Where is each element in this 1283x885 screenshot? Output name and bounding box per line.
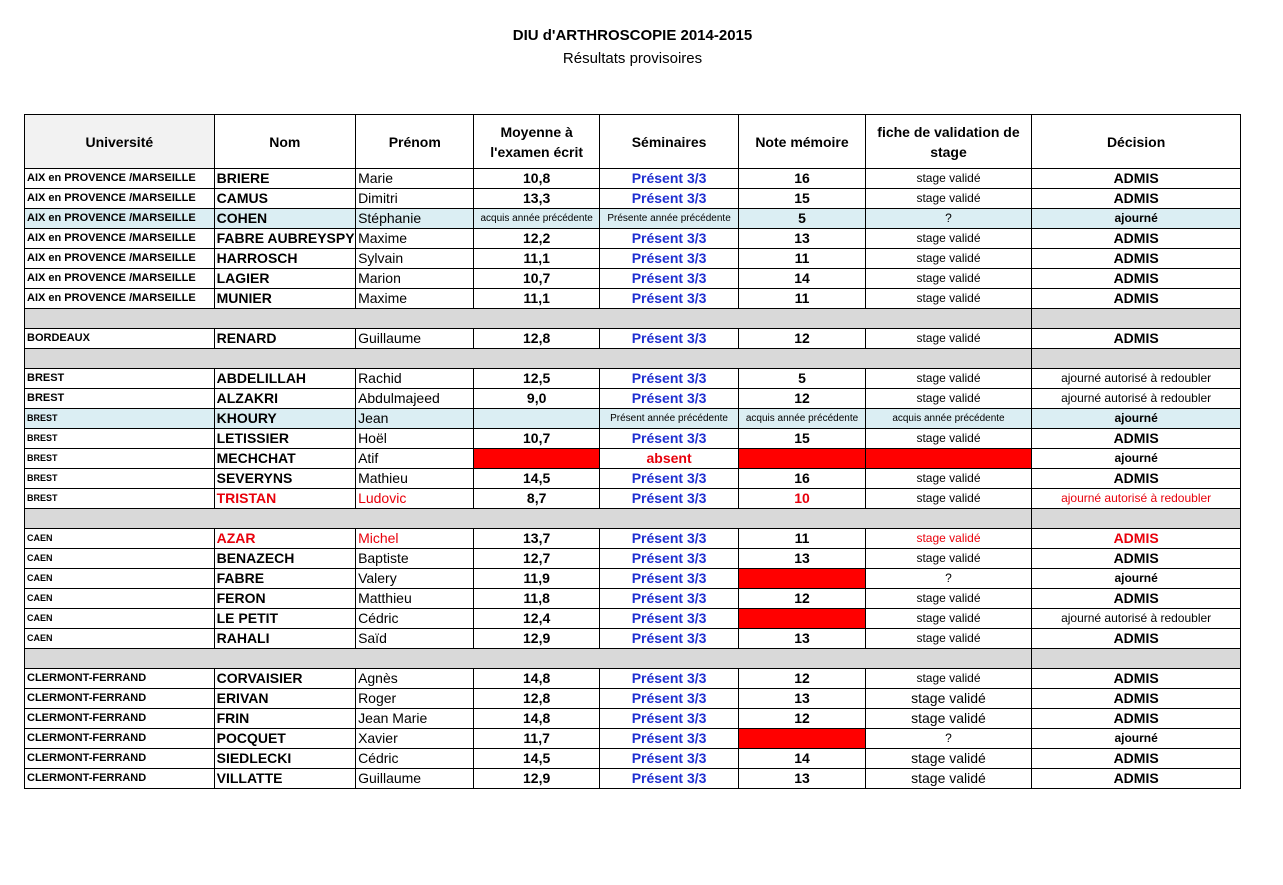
cell-note-memoire: 15: [739, 429, 865, 449]
table-row: [25, 769, 1241, 789]
cell-nom: BRIERE: [214, 169, 355, 189]
cell-universite: CAEN: [25, 569, 215, 589]
cell-prenom: Agnès: [356, 669, 474, 689]
cell-prenom: Roger: [356, 689, 474, 709]
cell-fiche-validation: stage validé: [865, 289, 1032, 309]
cell-decision: ADMIS: [1032, 229, 1241, 249]
table-row: [25, 169, 1241, 189]
cell-note-memoire: [739, 729, 865, 749]
table-row: [25, 429, 1241, 449]
table-row: [25, 609, 1241, 629]
separator-cell: [1032, 349, 1241, 369]
cell-nom: FABRE AUBREYSPY: [214, 229, 355, 249]
table-row: [25, 209, 1241, 229]
cell-universite: BREST: [25, 389, 215, 409]
cell-prenom: Xavier: [356, 729, 474, 749]
cell-decision: ajourné: [1032, 409, 1241, 429]
cell-moyenne: 11,8: [474, 589, 599, 609]
table-row: [25, 729, 1241, 749]
cell-moyenne: 14,5: [474, 749, 599, 769]
cell-moyenne: 14,8: [474, 709, 599, 729]
cell-universite: CAEN: [25, 529, 215, 549]
cell-prenom: Mathieu: [356, 469, 474, 489]
cell-note-memoire: 13: [739, 229, 865, 249]
cell-note-memoire: 11: [739, 529, 865, 549]
cell-fiche-validation: stage validé: [865, 229, 1032, 249]
cell-moyenne: 12,8: [474, 329, 599, 349]
cell-moyenne: 8,7: [474, 489, 599, 509]
cell-seminaires: Présent 3/3: [599, 189, 738, 209]
cell-universite: CAEN: [25, 589, 215, 609]
cell-universite: BREST: [25, 449, 215, 469]
cell-seminaires: Présent 3/3: [599, 769, 738, 789]
cell-universite: CLERMONT-FERRAND: [25, 729, 215, 749]
cell-fiche-validation: stage validé: [865, 749, 1032, 769]
cell-moyenne: 14,8: [474, 669, 599, 689]
cell-prenom: Guillaume: [356, 769, 474, 789]
cell-universite: CLERMONT-FERRAND: [25, 749, 215, 769]
separator-cell: [1032, 309, 1241, 329]
cell-seminaires: Présent 3/3: [599, 489, 738, 509]
results-body: [25, 169, 1241, 789]
cell-moyenne: 12,9: [474, 769, 599, 789]
cell-nom: KHOURY: [214, 409, 355, 429]
cell-note-memoire: 10: [739, 489, 865, 509]
cell-prenom: Marie: [356, 169, 474, 189]
cell-fiche-validation: stage validé: [865, 629, 1032, 649]
cell-note-memoire: 16: [739, 469, 865, 489]
table-row: [25, 249, 1241, 269]
cell-universite: AIX en PROVENCE /MARSEILLE: [25, 229, 215, 249]
cell-prenom: Hoël: [356, 429, 474, 449]
cell-moyenne: 11,9: [474, 569, 599, 589]
header-row: [25, 115, 1241, 169]
cell-note-memoire: 12: [739, 589, 865, 609]
table-row: [25, 669, 1241, 689]
cell-moyenne: 11,7: [474, 729, 599, 749]
document-subtitle: Résultats provisoires: [562, 50, 703, 67]
separator-cell: [25, 309, 1032, 329]
cell-note-memoire: 13: [739, 629, 865, 649]
cell-fiche-validation: stage validé: [865, 689, 1032, 709]
cell-decision: ajourné autorisé à redoubler: [1032, 369, 1241, 389]
cell-decision: ADMIS: [1032, 249, 1241, 269]
separator-cell: [1032, 649, 1241, 669]
cell-universite: AIX en PROVENCE /MARSEILLE: [25, 189, 215, 209]
cell-decision: ajourné autorisé à redoubler: [1032, 489, 1241, 509]
cell-fiche-validation: stage validé: [865, 529, 1032, 549]
table-row: [25, 369, 1241, 389]
cell-nom: ALZAKRI: [214, 389, 355, 409]
cell-nom: LAGIER: [214, 269, 355, 289]
cell-universite: CLERMONT-FERRAND: [25, 709, 215, 729]
cell-seminaires: absent: [599, 449, 738, 469]
cell-decision: ajourné: [1032, 209, 1241, 229]
cell-moyenne: [474, 409, 599, 429]
cell-note-memoire: 5: [739, 369, 865, 389]
cell-moyenne: 13,3: [474, 189, 599, 209]
cell-nom: ERIVAN: [214, 689, 355, 709]
cell-universite: BREST: [25, 409, 215, 429]
cell-seminaires: Présent 3/3: [599, 249, 738, 269]
cell-note-memoire: [739, 569, 865, 589]
header-seminaires: Séminaires: [599, 115, 738, 169]
cell-universite: CLERMONT-FERRAND: [25, 689, 215, 709]
cell-seminaires: Présent 3/3: [599, 569, 738, 589]
cell-seminaires: Présent 3/3: [599, 609, 738, 629]
cell-seminaires: Présent 3/3: [599, 589, 738, 609]
cell-seminaires: Présente année précédente: [599, 209, 738, 229]
cell-seminaires: Présent 3/3: [599, 269, 738, 289]
cell-decision: ajourné: [1032, 569, 1241, 589]
cell-seminaires: Présent 3/3: [599, 429, 738, 449]
cell-decision: ajourné autorisé à redoubler: [1032, 389, 1241, 409]
cell-nom: MECHCHAT: [214, 449, 355, 469]
cell-decision: ADMIS: [1032, 689, 1241, 709]
cell-note-memoire: 12: [739, 389, 865, 409]
table-row: [25, 389, 1241, 409]
separator-row: [25, 509, 1241, 529]
cell-prenom: Dimitri: [356, 189, 474, 209]
table-row: [25, 409, 1241, 429]
cell-moyenne: 12,8: [474, 689, 599, 709]
cell-nom: ABDELILLAH: [214, 369, 355, 389]
separator-cell: [25, 349, 1032, 369]
cell-decision: ADMIS: [1032, 289, 1241, 309]
document-title: DIU d'ARTHROSCOPIE 2014-2015: [512, 27, 753, 44]
cell-seminaires: Présent 3/3: [599, 549, 738, 569]
table-row: [25, 289, 1241, 309]
cell-note-memoire: 12: [739, 669, 865, 689]
cell-fiche-validation: ?: [865, 209, 1032, 229]
cell-moyenne: 10,8: [474, 169, 599, 189]
separator-row: [25, 649, 1241, 669]
cell-nom: LE PETIT: [214, 609, 355, 629]
cell-universite: AIX en PROVENCE /MARSEILLE: [25, 249, 215, 269]
cell-decision: ajourné: [1032, 729, 1241, 749]
cell-prenom: Rachid: [356, 369, 474, 389]
cell-note-memoire: 13: [739, 549, 865, 569]
cell-nom: FRIN: [214, 709, 355, 729]
cell-prenom: Maxime: [356, 229, 474, 249]
cell-fiche-validation: [865, 449, 1032, 469]
cell-universite: CLERMONT-FERRAND: [25, 669, 215, 689]
table-row: [25, 189, 1241, 209]
cell-prenom: Baptiste: [356, 549, 474, 569]
cell-fiche-validation: stage validé: [865, 469, 1032, 489]
separator-row: [25, 309, 1241, 329]
cell-universite: CAEN: [25, 609, 215, 629]
cell-universite: CAEN: [25, 549, 215, 569]
cell-seminaires: Présent 3/3: [599, 289, 738, 309]
cell-seminaires: Présent 3/3: [599, 709, 738, 729]
cell-seminaires: Présent 3/3: [599, 169, 738, 189]
cell-fiche-validation: stage validé: [865, 189, 1032, 209]
cell-fiche-validation: acquis année précédente: [865, 409, 1032, 429]
cell-seminaires: Présent 3/3: [599, 389, 738, 409]
cell-note-memoire: 14: [739, 749, 865, 769]
cell-prenom: Valery: [356, 569, 474, 589]
cell-fiche-validation: stage validé: [865, 609, 1032, 629]
cell-prenom: Guillaume: [356, 329, 474, 349]
cell-fiche-validation: stage validé: [865, 369, 1032, 389]
cell-universite: CAEN: [25, 629, 215, 649]
cell-fiche-validation: stage validé: [865, 329, 1032, 349]
cell-seminaires: Présent 3/3: [599, 689, 738, 709]
cell-fiche-validation: stage validé: [865, 489, 1032, 509]
cell-fiche-validation: stage validé: [865, 249, 1032, 269]
cell-moyenne: 11,1: [474, 249, 599, 269]
cell-universite: BREST: [25, 469, 215, 489]
cell-prenom: Jean: [356, 409, 474, 429]
cell-prenom: Cédric: [356, 749, 474, 769]
cell-note-memoire: [739, 609, 865, 629]
header-moyenne: Moyenne à l'examen écrit: [474, 115, 599, 169]
cell-seminaires: Présent 3/3: [599, 329, 738, 349]
cell-decision: ADMIS: [1032, 589, 1241, 609]
cell-nom: VILLATTE: [214, 769, 355, 789]
table-row: [25, 629, 1241, 649]
cell-decision: ajourné autorisé à redoubler: [1032, 609, 1241, 629]
cell-universite: BORDEAUX: [25, 329, 215, 349]
cell-universite: BREST: [25, 429, 215, 449]
cell-note-memoire: 16: [739, 169, 865, 189]
cell-prenom: Michel: [356, 529, 474, 549]
cell-nom: SEVERYNS: [214, 469, 355, 489]
cell-prenom: Cédric: [356, 609, 474, 629]
cell-decision: ADMIS: [1032, 749, 1241, 769]
cell-nom: RAHALI: [214, 629, 355, 649]
table-row: [25, 549, 1241, 569]
table-row: [25, 709, 1241, 729]
cell-fiche-validation: stage validé: [865, 709, 1032, 729]
cell-fiche-validation: stage validé: [865, 389, 1032, 409]
cell-seminaires: Présent 3/3: [599, 469, 738, 489]
cell-decision: ADMIS: [1032, 429, 1241, 449]
cell-nom: AZAR: [214, 529, 355, 549]
cell-fiche-validation: ?: [865, 729, 1032, 749]
cell-universite: BREST: [25, 489, 215, 509]
cell-nom: HARROSCH: [214, 249, 355, 269]
cell-nom: POCQUET: [214, 729, 355, 749]
cell-nom: SIEDLECKI: [214, 749, 355, 769]
cell-decision: ADMIS: [1032, 269, 1241, 289]
separator-cell: [25, 649, 1032, 669]
cell-moyenne: 11,1: [474, 289, 599, 309]
cell-prenom: Matthieu: [356, 589, 474, 609]
cell-moyenne: 10,7: [474, 429, 599, 449]
cell-note-memoire: 13: [739, 689, 865, 709]
table-row: [25, 269, 1241, 289]
cell-prenom: Marion: [356, 269, 474, 289]
table-row: [25, 529, 1241, 549]
table-row: [25, 489, 1241, 509]
table-row: [25, 449, 1241, 469]
cell-moyenne: 12,5: [474, 369, 599, 389]
cell-moyenne: 9,0: [474, 389, 599, 409]
cell-universite: AIX en PROVENCE /MARSEILLE: [25, 209, 215, 229]
header-note-memoire: Note mémoire: [739, 115, 865, 169]
cell-prenom: Saïd: [356, 629, 474, 649]
cell-nom: RENARD: [214, 329, 355, 349]
cell-decision: ADMIS: [1032, 709, 1241, 729]
cell-universite: AIX en PROVENCE /MARSEILLE: [25, 269, 215, 289]
cell-nom: COHEN: [214, 209, 355, 229]
cell-moyenne: acquis année précédente: [474, 209, 599, 229]
cell-decision: ADMIS: [1032, 769, 1241, 789]
cell-nom: CORVAISIER: [214, 669, 355, 689]
header-prenom: Prénom: [356, 115, 474, 169]
cell-note-memoire: 5: [739, 209, 865, 229]
table-row: [25, 589, 1241, 609]
cell-prenom: Abdulmajeed: [356, 389, 474, 409]
separator-cell: [1032, 509, 1241, 529]
separator-row: [25, 349, 1241, 369]
cell-note-memoire: 11: [739, 289, 865, 309]
cell-fiche-validation: stage validé: [865, 669, 1032, 689]
cell-seminaires: Présent 3/3: [599, 229, 738, 249]
cell-prenom: Stéphanie: [356, 209, 474, 229]
cell-seminaires: Présent 3/3: [599, 749, 738, 769]
cell-decision: ADMIS: [1032, 469, 1241, 489]
cell-decision: ADMIS: [1032, 529, 1241, 549]
cell-note-memoire: 12: [739, 709, 865, 729]
cell-prenom: Atif: [356, 449, 474, 469]
cell-seminaires: Présent 3/3: [599, 629, 738, 649]
header-decision: Décision: [1032, 115, 1241, 169]
table-row: [25, 469, 1241, 489]
header-universite: Université: [25, 115, 215, 169]
cell-universite: BREST: [25, 369, 215, 389]
cell-moyenne: 10,7: [474, 269, 599, 289]
cell-fiche-validation: ?: [865, 569, 1032, 589]
cell-moyenne: 13,7: [474, 529, 599, 549]
cell-universite: CLERMONT-FERRAND: [25, 769, 215, 789]
cell-fiche-validation: stage validé: [865, 429, 1032, 449]
cell-decision: ADMIS: [1032, 669, 1241, 689]
results-table: [24, 114, 1241, 789]
cell-nom: LETISSIER: [214, 429, 355, 449]
cell-fiche-validation: stage validé: [865, 269, 1032, 289]
cell-prenom: Jean Marie: [356, 709, 474, 729]
cell-nom: FABRE: [214, 569, 355, 589]
cell-fiche-validation: stage validé: [865, 549, 1032, 569]
cell-moyenne: 12,7: [474, 549, 599, 569]
cell-nom: TRISTAN: [214, 489, 355, 509]
header-nom: Nom: [214, 115, 355, 169]
cell-note-memoire: 11: [739, 249, 865, 269]
cell-moyenne: 12,9: [474, 629, 599, 649]
cell-nom: BENAZECH: [214, 549, 355, 569]
cell-note-memoire: acquis année précédente: [739, 409, 865, 429]
table-row: [25, 229, 1241, 249]
cell-seminaires: Présent 3/3: [599, 669, 738, 689]
cell-moyenne: 12,2: [474, 229, 599, 249]
cell-moyenne: 14,5: [474, 469, 599, 489]
cell-universite: AIX en PROVENCE /MARSEILLE: [25, 169, 215, 189]
cell-decision: ajourné: [1032, 449, 1241, 469]
table-row: [25, 689, 1241, 709]
cell-note-memoire: 12: [739, 329, 865, 349]
cell-seminaires: Présent 3/3: [599, 529, 738, 549]
cell-decision: ADMIS: [1032, 329, 1241, 349]
cell-prenom: Maxime: [356, 289, 474, 309]
cell-nom: MUNIER: [214, 289, 355, 309]
table-row: [25, 749, 1241, 769]
cell-seminaires: Présent année précédente: [599, 409, 738, 429]
separator-cell: [25, 509, 1032, 529]
table-row: [25, 569, 1241, 589]
cell-note-memoire: [739, 449, 865, 469]
cell-seminaires: Présent 3/3: [599, 729, 738, 749]
cell-note-memoire: 14: [739, 269, 865, 289]
cell-moyenne: 12,4: [474, 609, 599, 629]
cell-note-memoire: 15: [739, 189, 865, 209]
cell-seminaires: Présent 3/3: [599, 369, 738, 389]
cell-prenom: Ludovic: [356, 489, 474, 509]
cell-decision: ADMIS: [1032, 549, 1241, 569]
table-row: [25, 329, 1241, 349]
cell-fiche-validation: stage validé: [865, 169, 1032, 189]
cell-fiche-validation: stage validé: [865, 589, 1032, 609]
cell-decision: ADMIS: [1032, 629, 1241, 649]
cell-decision: ADMIS: [1032, 189, 1241, 209]
header-fiche-validation: fiche de validation de stage: [865, 115, 1032, 169]
cell-universite: AIX en PROVENCE /MARSEILLE: [25, 289, 215, 309]
cell-moyenne: [474, 449, 599, 469]
cell-fiche-validation: stage validé: [865, 769, 1032, 789]
cell-decision: ADMIS: [1032, 169, 1241, 189]
cell-prenom: Sylvain: [356, 249, 474, 269]
cell-note-memoire: 13: [739, 769, 865, 789]
cell-nom: CAMUS: [214, 189, 355, 209]
cell-nom: FERON: [214, 589, 355, 609]
